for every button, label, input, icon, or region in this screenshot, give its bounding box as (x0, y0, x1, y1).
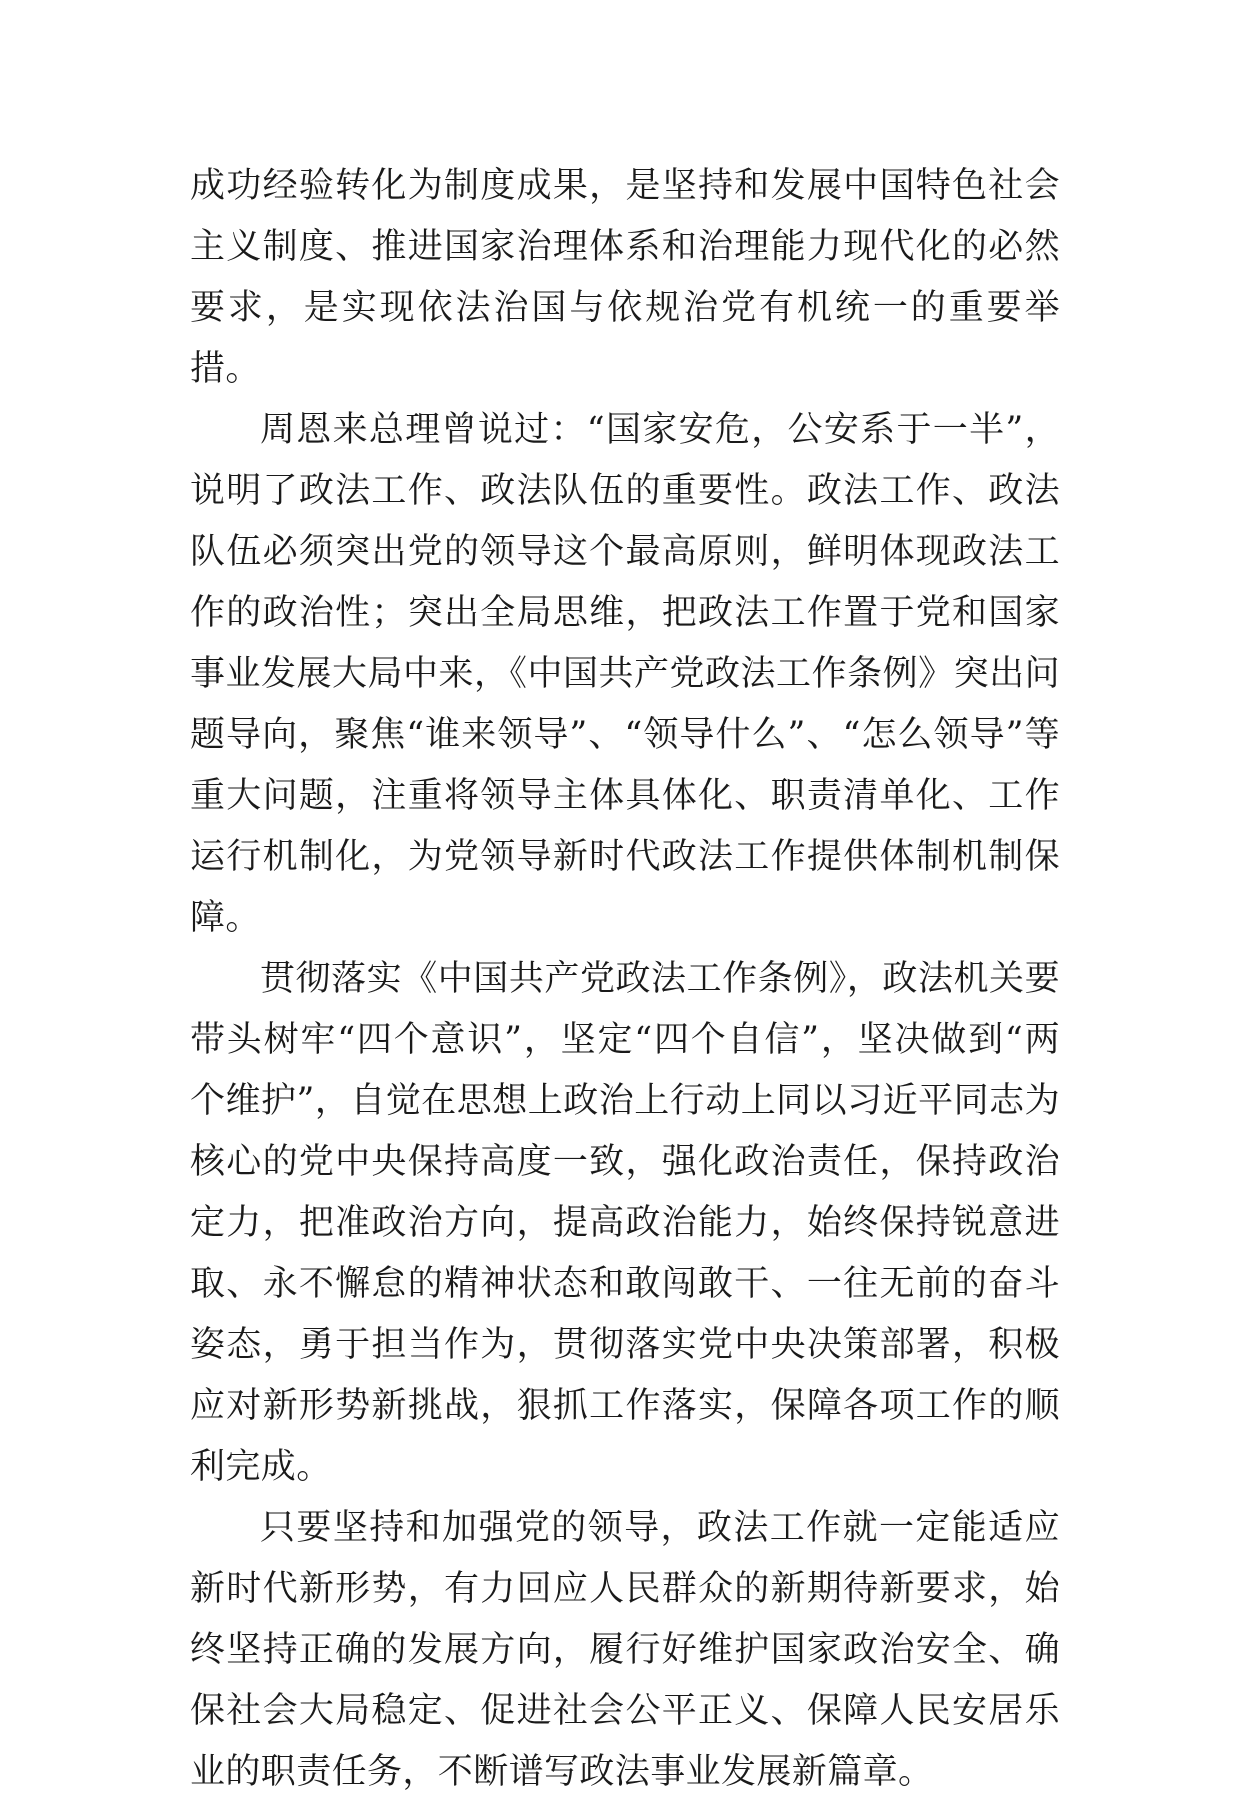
paragraph-3: 贯彻落实《中国共产党政法工作条例》，政法机关要带头树牢“四个意识”，坚定“四个自信”，坚决做到“两个维护”，自觉在思想上政治上行动上同以习近平同志为核心的党中央保持高度一致，强化政治责任，保持政治定力，把准政治方向，提高政治能力，始终保持锐意进取、永不懈怠的精神状态和敢闯敢干、一往无前的奋斗姿态，勇于担当作为，贯彻落实党中央决策部署，积极应对新形势新挑战，狠抓工作落实，保障各项工作的顺利完成。 (190, 959, 1060, 1487)
paragraph-2: 周恩来总理曾说过：“国家安危，公安系于一半”，说明了政法工作、政法队伍的重要性。政法工作、政法队伍必须突出党的领导这个最高原则，鲜明体现政法工作的政治性；突出全局思维，把政法工作置于党和国家事业发展大局中来，《中国共产党政法工作条例》突出问题导向，聚焦“谁来领导”、“领导什么”、“怎么领导”等重大问题，注重将领导主体具体化、职责清单化、工作运行机制化，为党领导新时代政法工作提供体制机制保障。 (190, 410, 1060, 938)
paragraph-4: 只要坚持和加强党的领导，政法工作就一定能适应新时代新形势，有力回应人民群众的新期待新要求，始终坚持正确的发展方向，履行好维护国家政治安全、确保社会大局稳定、促进社会公平正义、保障人民安居乐业的职责任务，不断谱写政法事业发展新篇章。 (190, 1508, 1060, 1792)
document-body (190, 156, 1060, 1803)
paragraph-1: 成功经验转化为制度成果，是坚持和发展中国特色社会主义制度、推进国家治理体系和治理能力现代化的必然要求，是实现依法治国与依规治党有机统一的重要举措。 (190, 166, 1060, 389)
